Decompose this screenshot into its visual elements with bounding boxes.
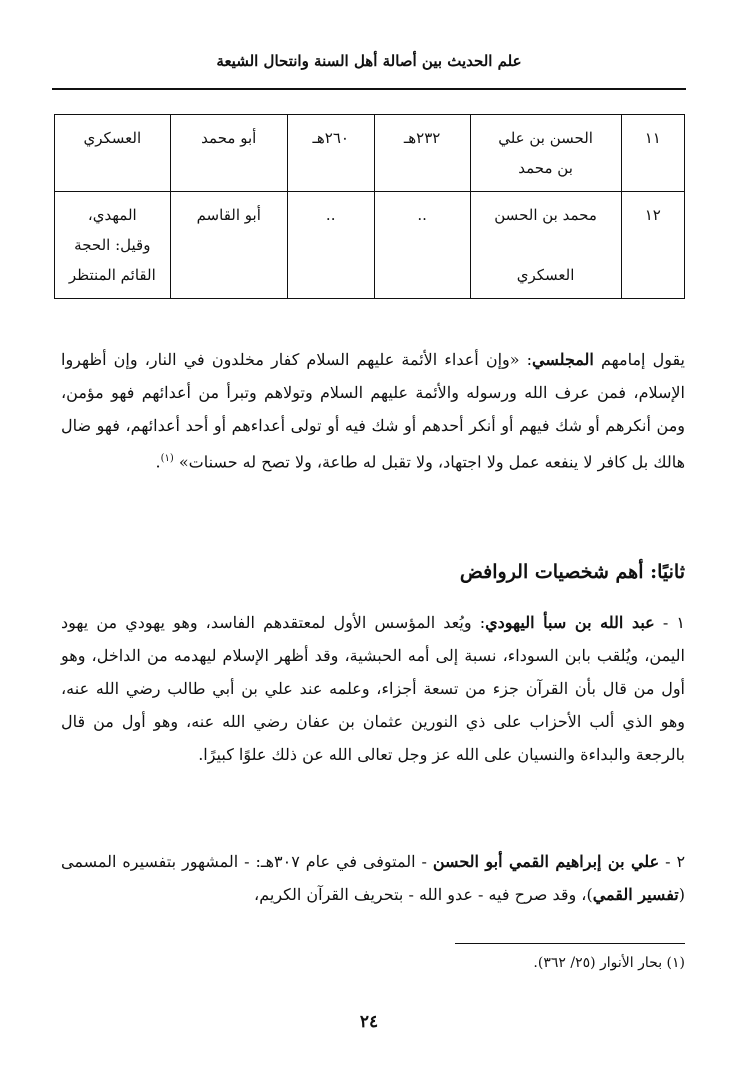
book-title: تفسير القمي <box>592 885 679 904</box>
majlisi-quote-paragraph <box>61 343 685 478</box>
laqab-cell <box>55 192 171 299</box>
kunya-cell: أبو محمد <box>170 115 287 192</box>
table-row <box>55 115 685 192</box>
item-2-paragraph <box>61 845 685 911</box>
item-text: - المتوفى في عام ٣٠٧هـ: - المشهور بتفسيره المسمى ( <box>61 852 685 904</box>
name-cell <box>470 115 621 192</box>
imams-table <box>54 114 685 299</box>
page-number: ٢٤ <box>359 1012 379 1032</box>
name-line: الحسن بن علي <box>498 129 593 147</box>
laqab-line: القائم المنتظر <box>68 266 156 284</box>
laqab-cell <box>55 115 171 192</box>
table-row <box>55 192 685 299</box>
name-line: العسكري <box>516 266 575 284</box>
item-number: ٢ - <box>659 852 686 871</box>
author-name: المجلسي <box>532 350 594 369</box>
name-line: محمد بن الحسن <box>494 206 597 224</box>
footnote-rule <box>455 943 685 944</box>
item-text: : ويُعد المؤسس الأول لمعتقدهم الفاسد، وهو يهودي من يهود اليمن، ويُلقب بابن السوداء، نسبة إلى أمه الحبشية، وقد أظهر الإسلام ليهدمه من الداخل، وهو أول من قال بأن القرآن جزء من تسعة أجزاء، وعلمه عند علي بن أبي طالب رضي الله عنه، وهو الذي ألب الأحزاب على ذي النورين عثمان بن عفان رضي الله عنه، وهو أول من قال بالرجعة والبداءة والنسيان على الله عز وجل تعالى الله عن ذلك علوًا كبيرًا. <box>61 613 686 764</box>
paragraph-lead: يقول إمامهم <box>593 350 686 369</box>
kunya-cell: أبو القاسم <box>170 192 287 299</box>
item-number: ١ - <box>654 613 686 632</box>
death-cell: ٢٦٠هـ <box>287 115 374 192</box>
name-cell <box>470 192 621 299</box>
header-rule <box>52 88 686 90</box>
birth-cell: .. <box>374 192 470 299</box>
quote-text: : «وإن أعداء الأئمة عليهم السلام كفار مخلدون في النار، وإن أظهروا الإسلام، فمن عرف الله ورسوله والأئمة عليهم السلام وتولاهم وتبرأ من أعدائهم فهو مؤمن، ومن أنكرهم أو شك فيهم أو أنكر أحدهم أو شك فيه أو تولى أعداءهم أو أحد أعدائهم، فهو ضال هالك بل كافر لا ينفعه عمل ولا اجتهاد، ولا تقبل له طاعة، ولا تصح له حسنات» <box>61 350 685 472</box>
row-number: ١٢ <box>621 192 685 299</box>
birth-cell: ٢٣٢هـ <box>374 115 470 192</box>
name-line: بن محمد <box>518 159 573 177</box>
item-text: )، وقد صرح فيه - عدو الله - بتحريف القرآن الكريم، <box>254 885 593 904</box>
paragraph-end: . <box>155 452 161 472</box>
item-1-paragraph <box>61 606 685 771</box>
laqab-line: وقيل: الحجة <box>74 236 151 254</box>
name-line-empty <box>477 230 615 260</box>
person-name: عبد الله بن سبأ اليهودي <box>485 613 655 632</box>
running-header: علم الحديث بين أصالة أهل السنة وانتحال الشيعة <box>216 52 522 70</box>
footnote-ref[interactable]: (١) <box>160 453 174 464</box>
row-number: ١١ <box>621 115 685 192</box>
laqab-line: العسكري <box>83 129 142 147</box>
laqab-line: المهدي، <box>87 206 137 224</box>
section-heading: ثانيًا: أهم شخصيات الروافض <box>459 561 685 583</box>
footnote: (١) بحار الأنوار (٢٥/ ٣٦٢). <box>533 955 685 971</box>
person-name: علي بن إبراهيم القمي أبو الحسن <box>432 852 660 871</box>
death-cell: .. <box>287 192 374 299</box>
